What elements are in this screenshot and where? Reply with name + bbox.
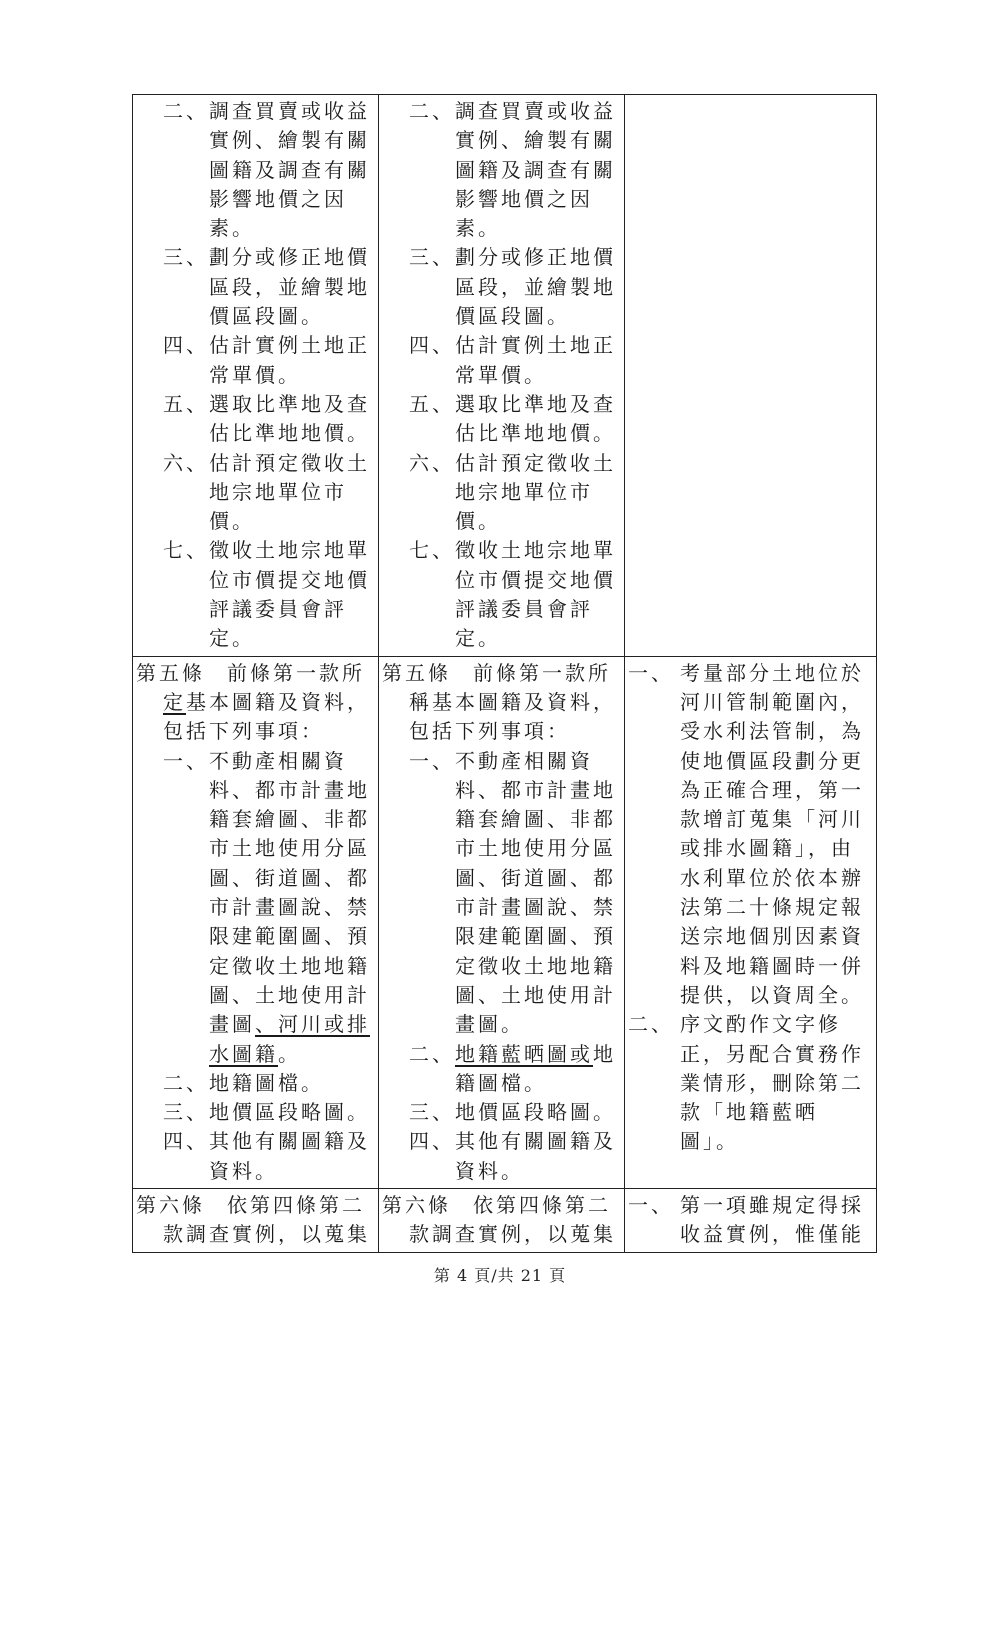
current-text-cell xyxy=(379,1188,625,1252)
table-row xyxy=(133,95,877,657)
list-item: 三、 地價區段略圖。 xyxy=(163,1100,370,1125)
article-heading: 第六條 依第四條第二 xyxy=(382,1192,611,1217)
article-heading: 第五條 前條第一款所 xyxy=(136,660,365,685)
explanation-cell xyxy=(625,656,877,1188)
list-item: 六、 估計預定徵收土地宗地單位市價。 xyxy=(409,450,616,534)
table-row xyxy=(133,1188,877,1252)
article-heading: 第五條 前條第一款所 xyxy=(382,660,611,685)
list-item: 二、 調查買賣或收益實例、繪製有關圖籍及調查有關影響地價之因素。 xyxy=(409,99,616,241)
list-item: 四、 估計實例土地正常單價。 xyxy=(409,333,616,387)
list-item: 五、 選取比準地及查估比準地地價。 xyxy=(409,391,616,446)
list-item: 一、 不動產相關資料、都市計畫地籍套繪圖、非都市土地使用分區圖、街道圖、都市計畫圖說、禁限建範圍圖、預定徵收土地地籍圖、土地使用計畫圖、河川或排水圖籍。 xyxy=(163,748,370,1066)
list-item: 二、 地籍藍晒圖或地籍圖檔。 xyxy=(409,1041,616,1095)
list-item: 四、 其他有關圖籍及資料。 xyxy=(409,1129,616,1183)
list-item: 二、 調查買賣或收益實例、繪製有關圖籍及調查有關影響地價之因素。 xyxy=(163,99,370,241)
list-item: 六、 估計預定徵收土地宗地單位市價。 xyxy=(163,450,370,534)
amended-text-cell xyxy=(133,95,379,657)
list-item: 一、 不動產相關資料、都市計畫地籍套繪圖、非都市土地使用分區圖、街道圖、都市計畫圖說、禁限建範圍圖、預定徵收土地地籍圖、土地使用計畫圖。 xyxy=(409,748,616,1037)
current-text-cell xyxy=(379,95,625,657)
page-footer: 第 4 頁/共 21 頁 xyxy=(433,1266,567,1285)
article-intro: 稱基本圖籍及資料，包括下列事項： xyxy=(409,689,616,744)
note-item: 一、 考量部分土地位於河川管制範圍內，受水利法管制，為使地價區段劃分更為正確合理，第一款增訂蒐集「河川或排水圖籍」，由水利單位於依本辦法第二十條規定報送宗地個別因素資料及地籍圖時一併提供，以資周全。 xyxy=(628,660,864,1007)
added-text: 、河川或排水圖籍 xyxy=(209,1012,370,1066)
deleted-text: 地籍藍晒圖或 xyxy=(455,1041,593,1066)
amended-text-cell xyxy=(133,1188,379,1252)
list-item: 二、 地籍圖檔。 xyxy=(163,1070,324,1095)
article-intro: 款調查實例，以蒐集 xyxy=(163,1222,370,1247)
added-text: 定 xyxy=(163,689,186,714)
list-item: 五、 選取比準地及查估比準地地價。 xyxy=(163,391,370,446)
table-row xyxy=(133,656,877,1188)
explanation-cell xyxy=(625,1188,877,1252)
note-item: 二、 序文酌作文字修正，另配合實務作業情形，刪除第二款「地籍藍晒圖」。 xyxy=(628,1012,864,1154)
list-item: 三、 劃分或修正地價區段，並繪製地價區段圖。 xyxy=(409,245,616,329)
list-item: 七、 徵收土地宗地單位市價提交地價評議委員會評定。 xyxy=(409,538,616,651)
list-item: 四、 其他有關圖籍及資料。 xyxy=(163,1129,370,1183)
amended-text-cell xyxy=(133,656,379,1188)
current-text-cell xyxy=(379,656,625,1188)
article-intro: 款調查實例，以蒐集 xyxy=(409,1222,616,1247)
article-intro: 定基本圖籍及資料，包括下列事項： xyxy=(163,689,370,744)
comparison-table xyxy=(132,94,877,1253)
explanation-cell xyxy=(625,95,877,657)
note-item: 一、 第一項雖規定得採收益實例，惟僅能 xyxy=(628,1192,864,1247)
list-item: 四、 估計實例土地正常單價。 xyxy=(163,333,370,387)
list-item: 三、 劃分或修正地價區段，並繪製地價區段圖。 xyxy=(163,245,370,329)
article-heading: 第六條 依第四條第二 xyxy=(136,1192,365,1217)
list-item: 三、 地價區段略圖。 xyxy=(409,1100,616,1125)
list-item: 七、 徵收土地宗地單位市價提交地價評議委員會評定。 xyxy=(163,538,370,651)
